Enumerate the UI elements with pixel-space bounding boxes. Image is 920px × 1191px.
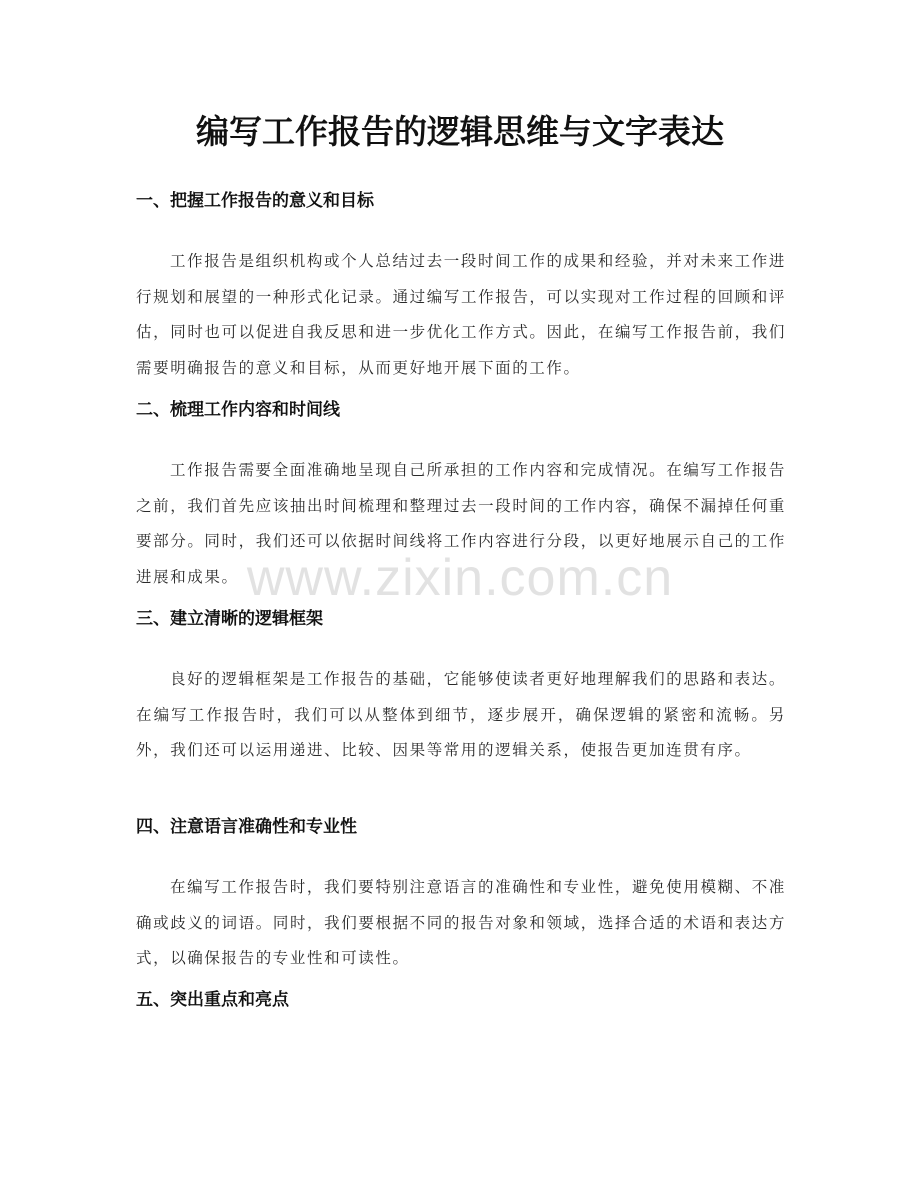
section-heading: 五、突出重点和亮点 (136, 990, 289, 1010)
section-heading: 一、把握工作报告的意义和目标 (136, 191, 374, 211)
section-1 (136, 188, 786, 386)
section-2 (136, 397, 786, 595)
section-4 (136, 814, 786, 977)
section-paragraph: 工作报告是组织机构或个人总结过去一段时间工作的成果和经验，并对未来工作进行规划和展望的一种形式化记录。通过编写工作报告，可以实现对工作过程的回顾和评估，同时也可以促进自我反思和进一步优化工作方式。因此，在编写工作报告前，我们需要明确报告的意义和目标，从而更好地开展下面的工作。 (136, 252, 786, 377)
section-paragraph: 工作报告需要全面准确地呈现自己所承担的工作内容和完成情况。在编写工作报告之前，我们首先应该抽出时间梳理和整理过去一段时间的工作内容，确保不漏掉任何重要部分。同时，我们还可以依据时间线将工作内容进行分段，以更好地展示自己的工作进展和成果。 (136, 461, 786, 586)
section-heading: 二、梳理工作内容和时间线 (136, 400, 340, 420)
section-5 (136, 987, 786, 1013)
section-3 (136, 606, 786, 769)
section-heading: 三、建立清晰的逻辑框架 (136, 609, 323, 629)
document-title: 编写工作报告的逻辑思维与文字表达 (196, 112, 724, 151)
section-heading: 四、注意语言准确性和专业性 (136, 817, 357, 837)
section-paragraph: 良好的逻辑框架是工作报告的基础，它能够使读者更好地理解我们的思路和表达。在编写工作报告时，我们可以从整体到细节，逐步展开，确保逻辑的紧密和流畅。另外，我们还可以运用递进、比较、因果等常用的逻辑关系，使报告更加连贯有序。 (136, 670, 786, 759)
section-paragraph: 在编写工作报告时，我们要特别注意语言的准确性和专业性，避免使用模糊、不准确或歧义的词语。同时，我们要根据不同的报告对象和领域，选择合适的术语和表达方式，以确保报告的专业性和可读性。 (136, 878, 786, 967)
watermark: www.zixin.com.cn (246, 549, 674, 607)
